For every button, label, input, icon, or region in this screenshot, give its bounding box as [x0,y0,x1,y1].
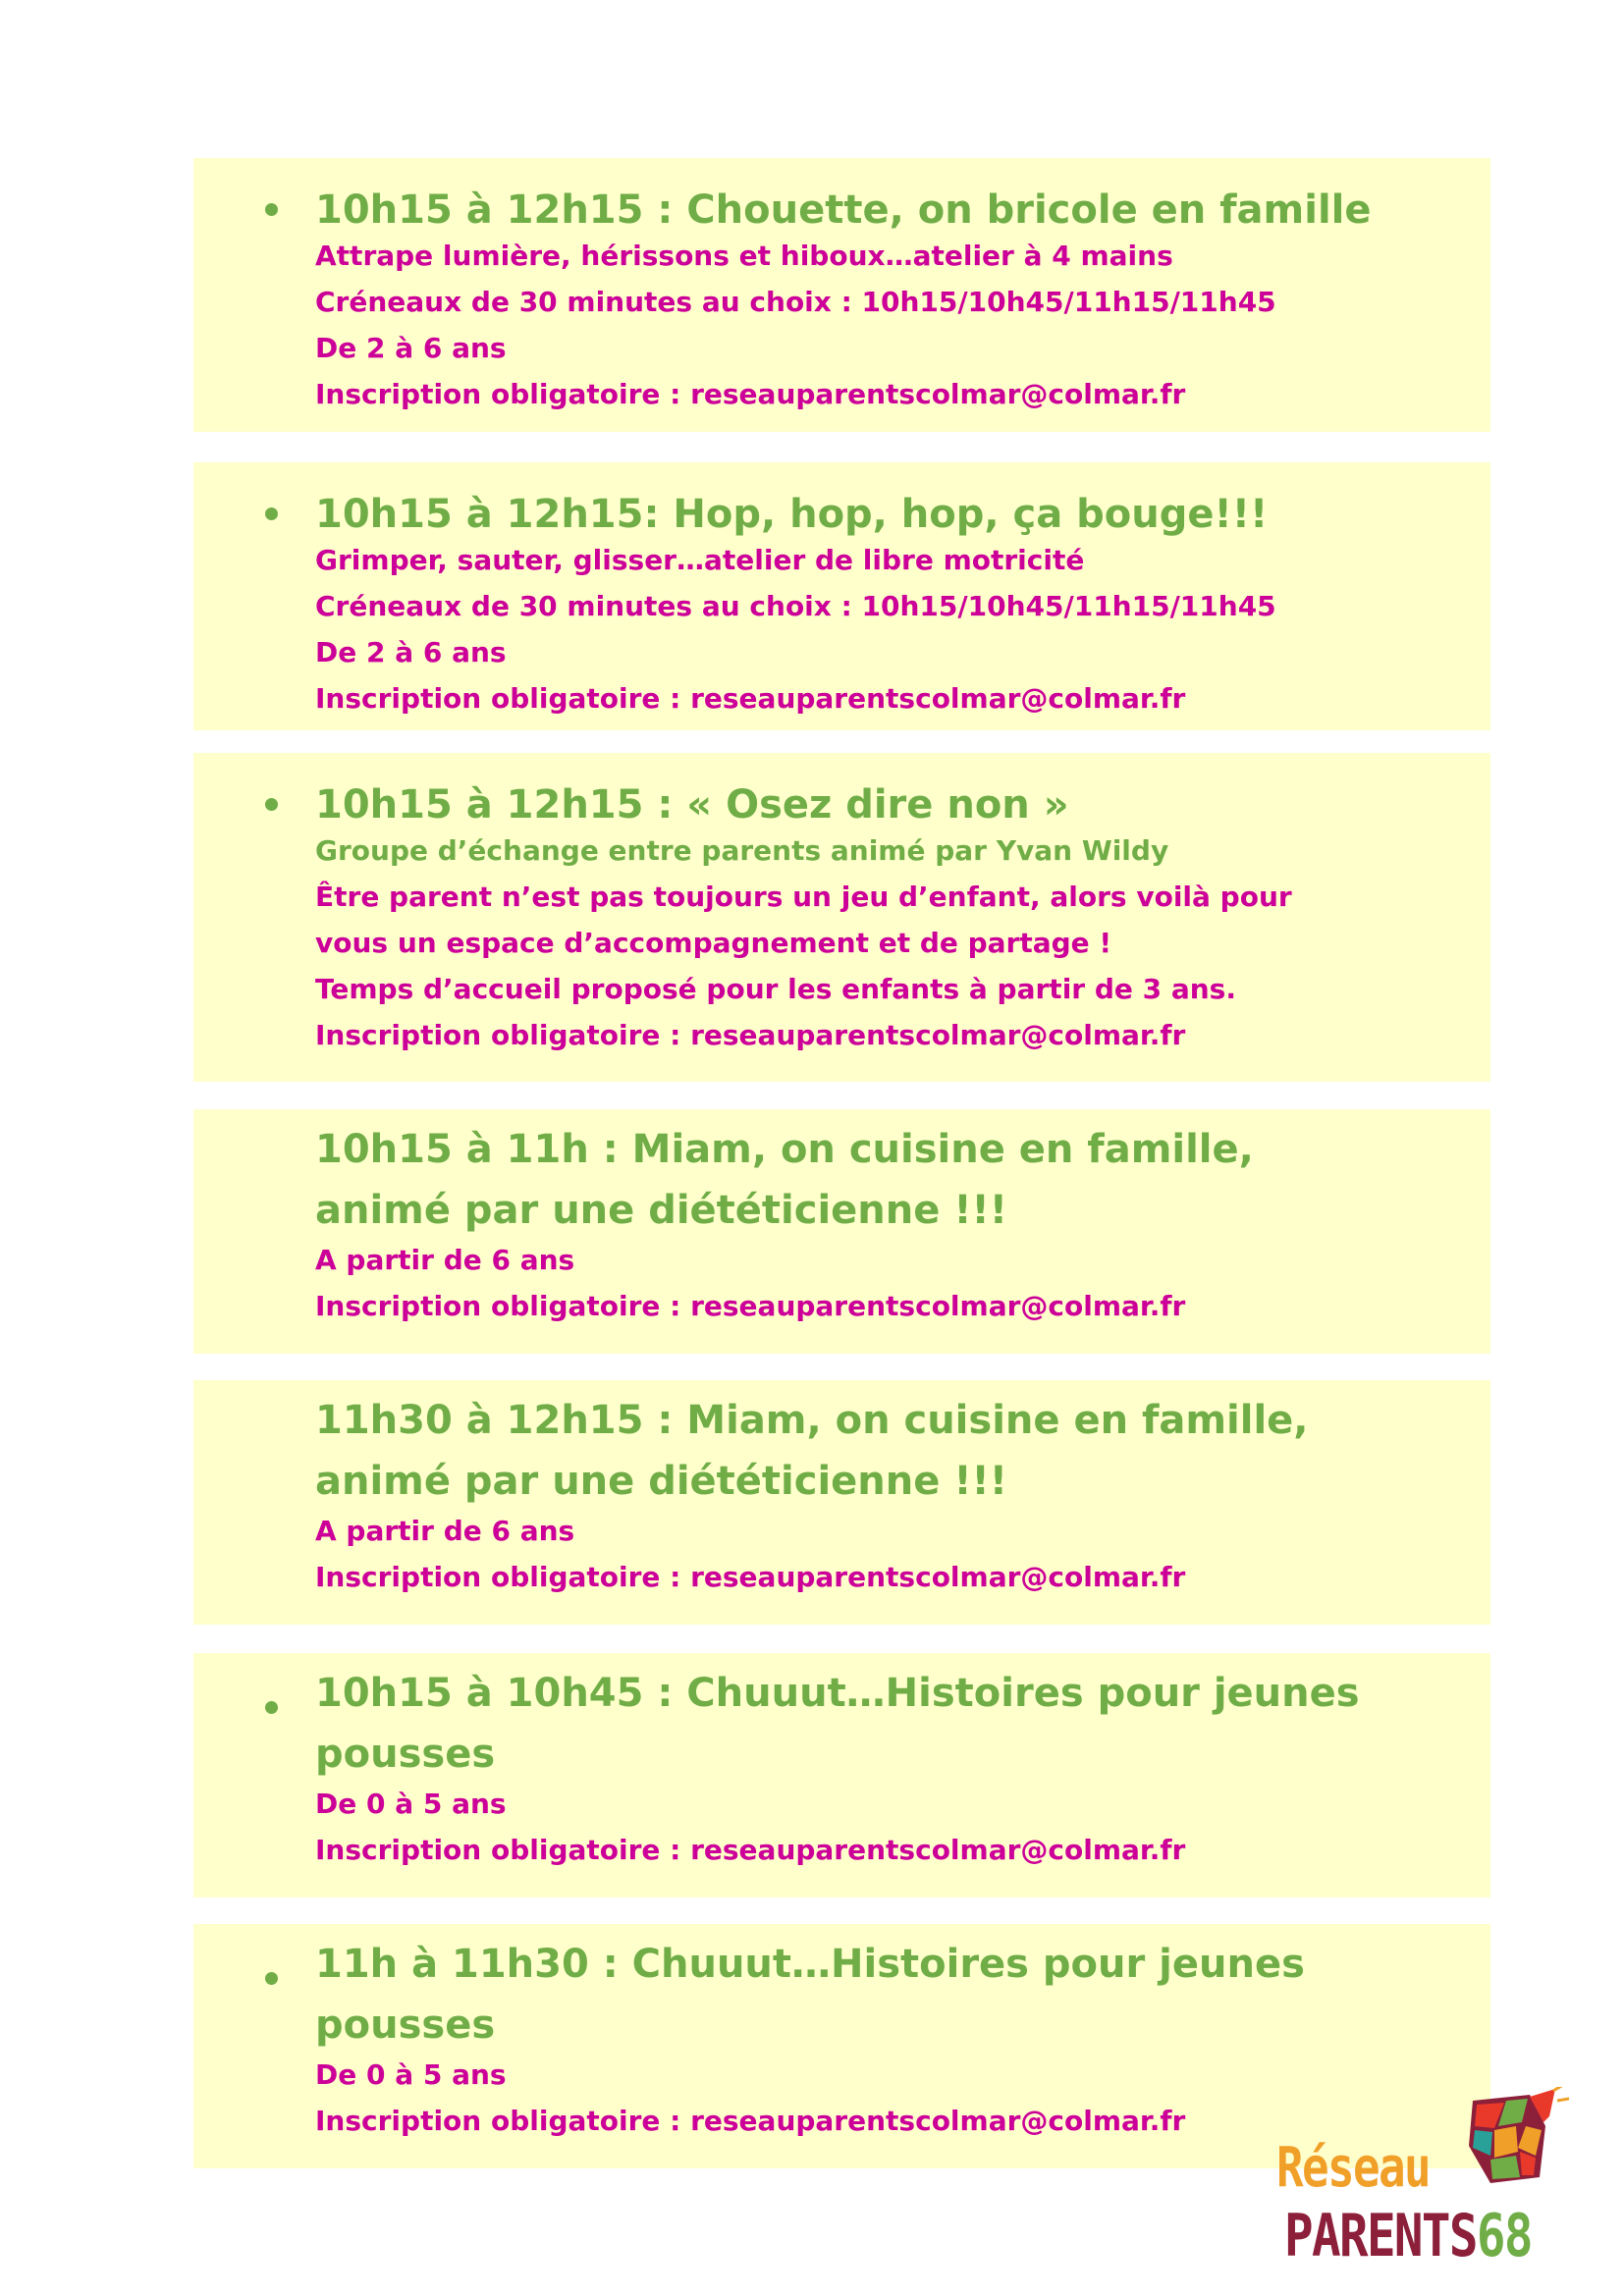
event-age: De 2 à 6 ans [315,636,507,668]
event-age: De 2 à 6 ans [315,332,507,364]
event-description: Attrape lumière, hérissons et hiboux…atelier à 4 mains [315,240,1173,272]
bullet-icon [265,1972,278,1985]
event-registration: Inscription obligatoire : reseauparentscolmar@colmar.fr [315,1019,1186,1051]
event-title: 10h15 à 12h15: Hop, hop, hop, ça bouge!!! [315,492,1269,537]
event-registration: Inscription obligatoire : reseauparentscolmar@colmar.fr [315,1561,1186,1593]
event-card-4 [193,1109,1490,1354]
event-childcare: Temps d’accueil proposé pour les enfants à partir de 3 ans. [315,973,1236,1005]
event-card-6 [193,1653,1490,1897]
event-registration: Inscription obligatoire : reseauparentscolmar@colmar.fr [315,2105,1186,2137]
bullet-icon [265,1701,278,1714]
event-title: 10h15 à 12h15 : Chouette, on bricole en famille [315,187,1372,233]
event-description: Être parent n’est pas toujours un jeu d’enfant, alors voilà pour [315,881,1292,913]
event-age: De 0 à 5 ans [315,1788,507,1820]
event-registration: Inscription obligatoire : reseauparentscolmar@colmar.fr [315,378,1186,410]
reseau-parents-logo [1276,2079,1583,2275]
event-description: Grimper, sauter, glisser…atelier de libre motricité [315,544,1085,576]
event-title: 10h15 à 10h45 : Chuuut…Histoires pour jeunes [315,1671,1360,1716]
bullet-icon [265,507,278,520]
event-title: animé par une diététicienne !!! [315,1188,1008,1233]
logo-word-parents [1284,2202,1532,2270]
event-title: animé par une diététicienne !!! [315,1459,1008,1504]
event-age: A partir de 6 ans [315,1515,575,1547]
logo-number: 68 [1476,2202,1532,2270]
event-description: vous un espace d’accompagnement et de partage ! [315,927,1112,959]
bullet-icon [265,203,278,216]
event-title: 10h15 à 12h15 : « Osez dire non » [315,782,1069,828]
event-card-2 [193,462,1490,730]
logo-mosaic-icon [1461,2087,1569,2195]
event-card-3 [193,753,1490,1082]
event-title: pousses [315,1732,496,1777]
logo-word-parents-text: PARENTS [1284,2202,1477,2270]
event-registration: Inscription obligatoire : reseauparentscolmar@colmar.fr [315,682,1186,715]
logo-word-reseau: Réseau [1276,2136,1431,2200]
event-age: De 0 à 5 ans [315,2058,507,2091]
event-subtitle: Groupe d’échange entre parents animé par Yvan Wildy [315,834,1169,867]
event-card-5 [193,1380,1490,1625]
bullet-icon [265,798,278,811]
event-title: pousses [315,2002,496,2048]
event-slots: Créneaux de 30 minutes au choix : 10h15/10h45/11h15/11h45 [315,286,1276,318]
event-title: 11h30 à 12h15 : Miam, on cuisine en famille, [315,1398,1309,1443]
event-title: 11h à 11h30 : Chuuut…Histoires pour jeunes [315,1942,1305,1987]
event-registration: Inscription obligatoire : reseauparentscolmar@colmar.fr [315,1290,1186,1322]
event-slots: Créneaux de 30 minutes au choix : 10h15/10h45/11h15/11h45 [315,590,1276,622]
event-age: A partir de 6 ans [315,1244,575,1276]
event-card-1 [193,158,1490,432]
event-registration: Inscription obligatoire : reseauparentscolmar@colmar.fr [315,1834,1186,1866]
event-title: 10h15 à 11h : Miam, on cuisine en famille, [315,1127,1254,1172]
